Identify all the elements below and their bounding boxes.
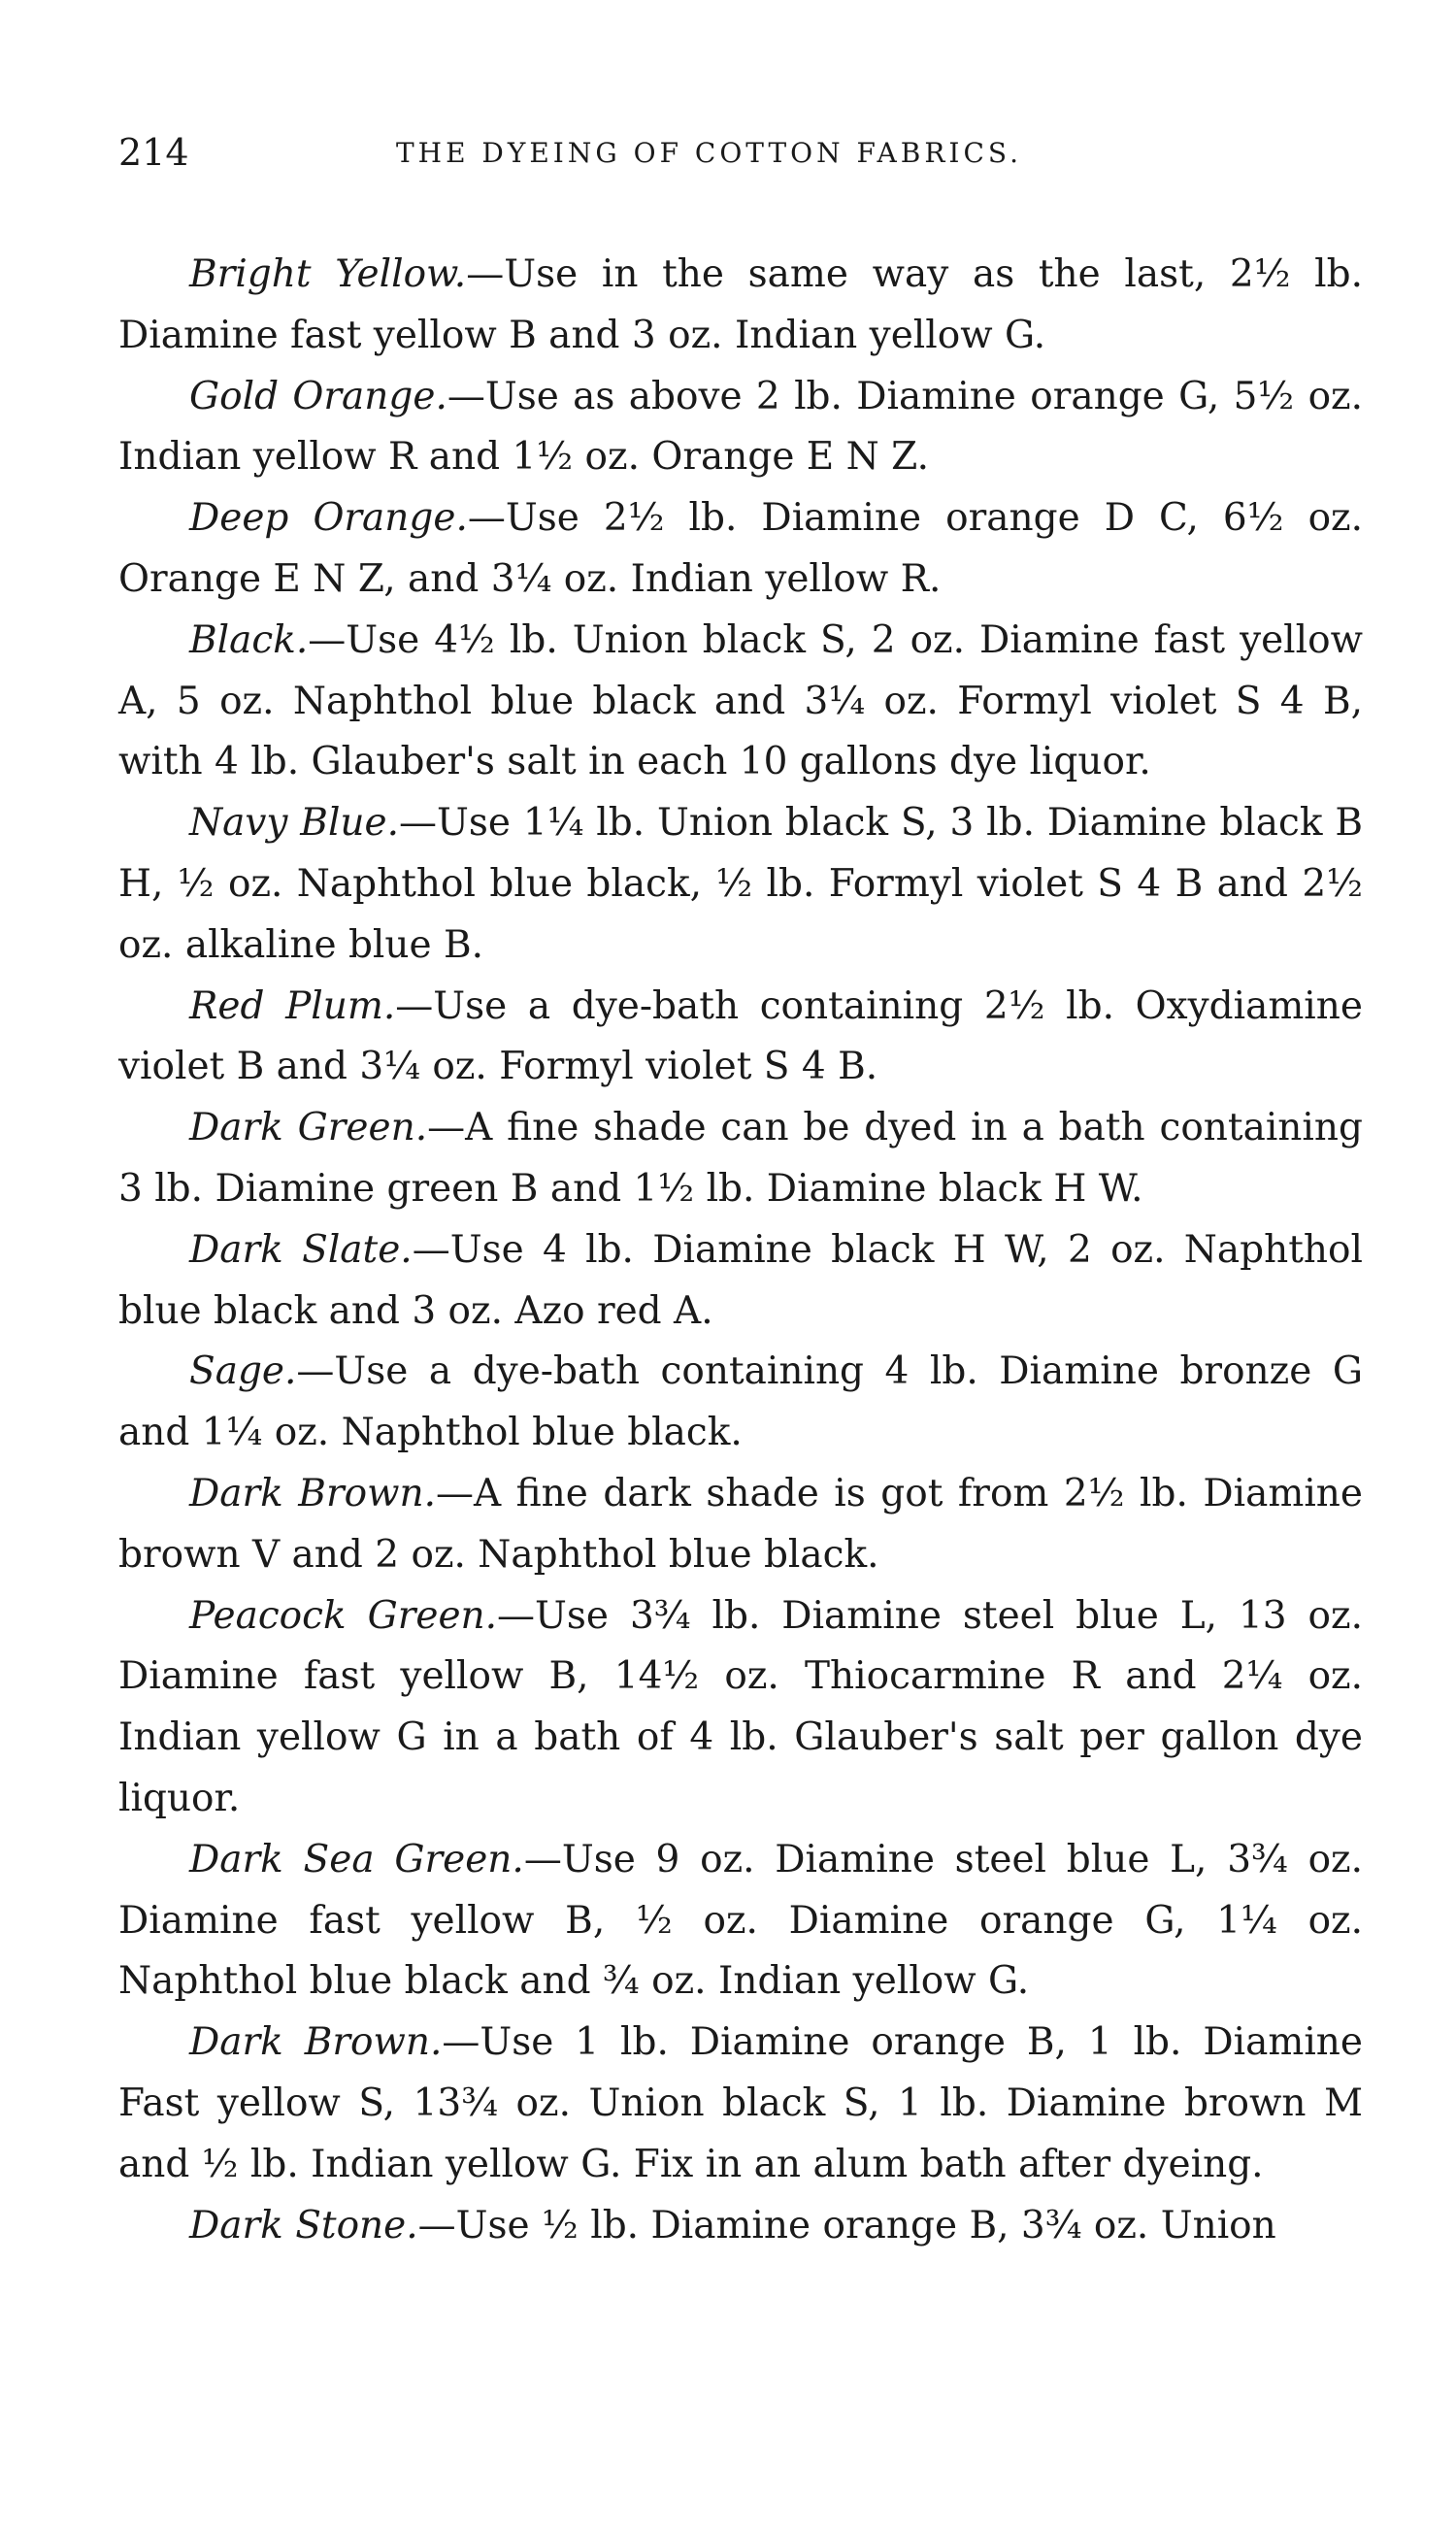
recipe-entry-dark-brown-2: [118, 2013, 1363, 2195]
recipe-term: Dark Green.: [189, 1106, 428, 1150]
recipe-text: —Use 1¼ lb. Union black S, 3 lb. Diamine black B H, ½ oz. Naphthol blue black, ½ lb. Formyl violet S 4 B and 2½ oz. alkaline blue B.: [118, 801, 1363, 967]
recipe-term: Red Plum.: [189, 983, 396, 1028]
recipe-text: —Use 4½ lb. Union black S, 2 oz. Diamine fast yellow A, 5 oz. Naphthol blue black and 3¼ oz. Formyl violet S 4 B, with 4 lb. Glauber's salt in each 10 gallons dye liquor.: [118, 617, 1363, 784]
recipe-entry-gold-orange: [118, 367, 1363, 489]
recipe-text: —Use as above 2 lb. Diamine orange G, 5½ oz. Indian yellow R and 1½ oz. Orange E N Z.: [118, 374, 1363, 480]
recipe-term: Deep Orange.: [189, 496, 468, 541]
recipe-text: —Use ½ lb. Diamine orange B, 3¾ oz. Union: [417, 2203, 1276, 2247]
recipe-term: Dark Stone.: [189, 2203, 418, 2247]
recipe-text: —Use 4 lb. Diamine black H W, 2 oz. Naphthol blue black and 3 oz. Azo red A.: [118, 1227, 1363, 1333]
recipe-entry-red-plum: [118, 977, 1363, 1099]
recipe-term: Dark Slate.: [189, 1227, 413, 1272]
recipe-entry-sage: [118, 1342, 1363, 1464]
recipe-text: —Use a dye-bath containing 4 lb. Diamine bronze G and 1¼ oz. Naphthol blue black.: [118, 1349, 1363, 1455]
recipe-term: Peacock Green.: [189, 1593, 498, 1638]
recipe-entry-dark-green: [118, 1098, 1363, 1220]
recipe-entry-black: [118, 611, 1363, 793]
recipe-text: —Use 2½ lb. Diamine orange D C, 6½ oz. Orange E N Z, and 3¼ oz. Indian yellow R.: [118, 496, 1363, 601]
recipe-text: —Use 1 lb. Diamine orange B, 1 lb. Diamine Fast yellow S, 13¾ oz. Union black S, 1 lb. Diamine brown M and ½ lb. Indian yellow G. Fix in an alum bath after dyeing.: [118, 2020, 1363, 2186]
recipe-term: Black.: [189, 617, 309, 662]
recipe-text: —A fine shade can be dyed in a bath containing 3 lb. Diamine green B and 1½ lb. Diamine black H W.: [118, 1106, 1363, 1211]
recipe-entry-navy-blue: [118, 793, 1363, 976]
recipe-entry-dark-brown: [118, 1464, 1363, 1586]
recipe-list: [118, 245, 1363, 2256]
recipe-entry-peacock-green: [118, 1586, 1363, 1830]
recipe-term: Dark Brown.: [189, 1471, 436, 1515]
book-page: [118, 131, 1364, 2256]
recipe-entry-dark-stone: [118, 2196, 1363, 2257]
recipe-term: Sage.: [189, 1349, 297, 1394]
recipe-entry-dark-sea-green: [118, 1830, 1363, 2013]
recipe-entry-deep-orange: [118, 488, 1363, 611]
running-title: THE DYEING OF COTTON FABRICS.: [396, 137, 1022, 169]
recipe-text: —Use 9 oz. Diamine steel blue L, 3¾ oz. Diamine fast yellow B, ½ oz. Diamine orange G, 1¼ oz. Naphthol blue black and ¾ oz. Indian yellow G.: [118, 1837, 1363, 2004]
recipe-entry-dark-slate: [118, 1220, 1363, 1343]
recipe-term: Bright Yellow.: [189, 252, 467, 296]
page-number: 214: [118, 131, 189, 174]
recipe-term: Dark Brown.: [189, 2020, 443, 2065]
recipe-text: —Use 3¾ lb. Diamine steel blue L, 13 oz. Diamine fast yellow B, 14½ oz. Thiocarmine R and 2¼ oz. Indian yellow G in a bath of 4 lb. Glauber's salt per gallon dye liquor.: [118, 1593, 1363, 1820]
recipe-text: —Use in the same way as the last, 2½ lb. Diamine fast yellow B and 3 oz. Indian yellow G.: [118, 252, 1363, 357]
recipe-text: —A fine dark shade is got from 2½ lb. Diamine brown V and 2 oz. Naphthol blue black.: [118, 1471, 1364, 1577]
recipe-term: Gold Orange.: [189, 374, 447, 418]
recipe-term: Navy Blue.: [189, 801, 400, 846]
running-head: [118, 131, 1363, 192]
recipe-text: —Use a dye-bath containing 2½ lb. Oxydiamine violet B and 3¼ oz. Formyl violet S 4 B.: [118, 983, 1363, 1089]
recipe-term: Dark Sea Green.: [189, 1837, 524, 1881]
recipe-entry-bright-yellow: [118, 245, 1363, 367]
